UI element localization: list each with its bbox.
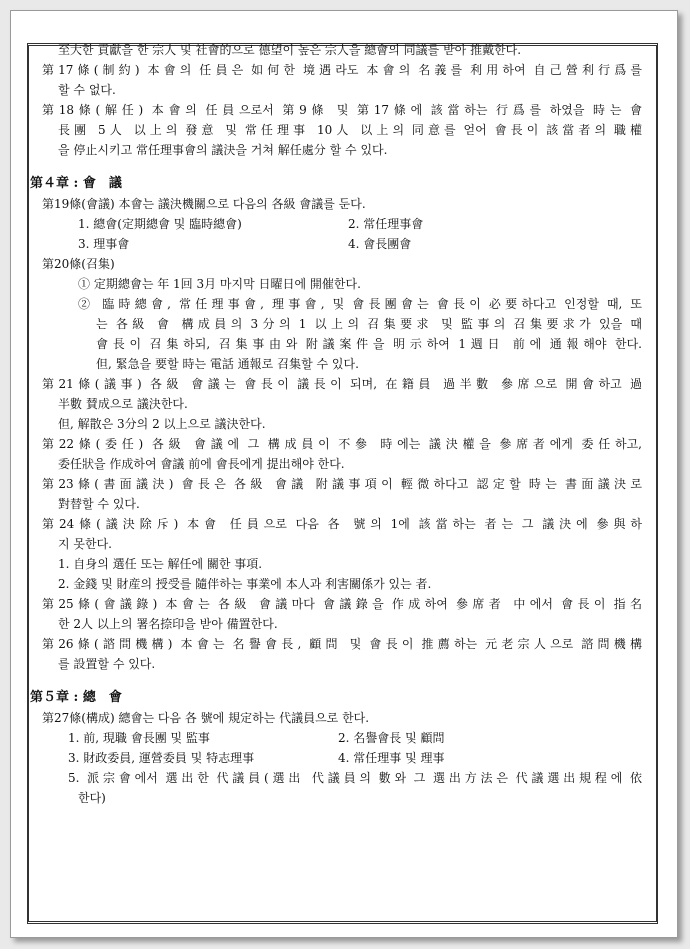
article-19-items-row bbox=[30, 214, 642, 234]
chapter-heading: 第４章 : 會 議 bbox=[30, 176, 122, 191]
document-body bbox=[30, 40, 642, 808]
list-item: 1. 總會(定期總會 및 臨時總會) bbox=[78, 217, 242, 231]
list-item: 4. 常任理事 및 理事 bbox=[338, 751, 445, 765]
text-line: 第26條(諮問機構) 本會는 名譽會長, 顧問 및 會長이 推薦하는 元老宗人으로 諮問機構 bbox=[42, 637, 642, 651]
text-line: 할 수 없다. bbox=[58, 83, 116, 97]
article-27-items-row bbox=[30, 748, 642, 768]
text-line: 但, 緊急을 要할 時는 電話 通報로 召集할 수 있다. bbox=[96, 357, 359, 371]
text-line: 第18條(解任) 本會의 任員으로서 第9條 및 第17條에 該當하는 行爲를 하였을 時는 會 bbox=[42, 103, 642, 117]
list-item: 4. 會長團會 bbox=[348, 237, 412, 251]
text-line: ② 臨時總會, 常任理事會, 理事會, 및 會長團會는 會長이 必要하다고 인정할 때, 또 bbox=[78, 297, 642, 311]
text-line: 但, 解散은 3分의 2 以上으로 議決한다. bbox=[58, 417, 266, 431]
list-item: ① 定期總會는 年 1回 3月 마지막 日曜日에 開催한다. bbox=[78, 277, 361, 291]
list-item: 2. 金錢 및 財産의 授受를 隨伴하는 事業에 本人과 利害關係가 있는 者. bbox=[58, 577, 432, 591]
text-line: 는 各級 會 構成員의 3分의 1 以上의 召集要求 및 監事의 召集要求가 있을 때 bbox=[96, 317, 642, 331]
text-line: 을 停止시키고 常任理事會의 議決을 거쳐 解任處分 할 수 있다. bbox=[58, 143, 388, 157]
list-item: 1. 自身의 選任 또는 解任에 關한 事項. bbox=[58, 557, 263, 571]
list-item: 3. 財政委員, 運營委員 및 特志理事 bbox=[68, 751, 255, 765]
article-19: 第19條(會議) 本會는 議決機關으로 다음의 各級 會議를 둔다. bbox=[42, 197, 366, 211]
text-line: 長團 5人 以上의 發意 및 常任理事 10人 以上의 同意를 얻어 會長이 該當者의 職權 bbox=[58, 123, 642, 137]
chapter-heading: 第５章 : 總 會 bbox=[30, 690, 122, 705]
text-line: 第25條(會議錄) 本會는 各級 會議마다 會議錄을 作成하여 參席者 中에서 會長이 指名 bbox=[42, 597, 642, 611]
text-line: 半數 賛成으로 議決한다. bbox=[58, 397, 188, 411]
article-19-items-row bbox=[30, 234, 642, 254]
text-line: 第17條(制約) 本會의 任員은 如何한 境遇라도 本會의 名義를 利用하여 自己營利行爲를 bbox=[42, 63, 642, 77]
list-item: 2. 常任理事會 bbox=[348, 217, 424, 231]
text-line: 5. 派宗會에서 選出한 代議員(選出 代議員의 數와 그 選出方法은 代議選出規程에 依 bbox=[68, 771, 642, 785]
text-line: 第24條(議決除斥) 本會 任員으로 다음 各 號의 1에 該當하는 者는 그 議決에 參與하 bbox=[42, 517, 642, 531]
text-line: 委任狀을 作成하여 會議 前에 會長에게 提出해야 한다. bbox=[58, 457, 345, 471]
article-27: 第27條(構成) 總會는 다음 各 號에 規定하는 代議員으로 한다. bbox=[42, 711, 370, 725]
text-line: 第23條(書面議決) 會長은 各級 會議 附議事項이 輕微하다고 認定할 時는 書面議決로 bbox=[42, 477, 642, 491]
text-line: 를 設置할 수 있다. bbox=[58, 657, 156, 671]
list-item: 2. 名譽會長 및 顧問 bbox=[338, 731, 445, 745]
text-line: 한다) bbox=[78, 791, 106, 805]
text-line: 한 2人 以上의 署名捺印을 받아 備置한다. bbox=[58, 617, 278, 631]
text-line: 지 못한다. bbox=[58, 537, 112, 551]
article-20: 第20條(召集) bbox=[42, 257, 115, 271]
text-line: 第21條(議事) 各級 會議는 會長이 議長이 되며, 在籍員 過半數 參席으로 開會하고 過 bbox=[42, 377, 642, 391]
list-item: 3. 理事會 bbox=[78, 237, 130, 251]
text-line: 會長이 召集하되, 召集事由와 附議案件을 明示하여 1週日 前에 通報해야 한다. bbox=[96, 337, 642, 351]
article-27-items-row bbox=[30, 728, 642, 748]
text-line: 第22條(委任) 各級 會議에 그 構成員이 不參 時에는 議決權을 參席者에게 委任하고, bbox=[42, 437, 642, 451]
text-line: 至大한 貢獻을 한 宗人 및 社會的으로 德望이 높은 宗人을 總會의 同議를 받아 推戴한다. bbox=[58, 43, 522, 57]
text-line: 對替할 수 있다. bbox=[58, 497, 140, 511]
list-item: 1. 前, 現職 會長團 및 監事 bbox=[68, 731, 210, 745]
